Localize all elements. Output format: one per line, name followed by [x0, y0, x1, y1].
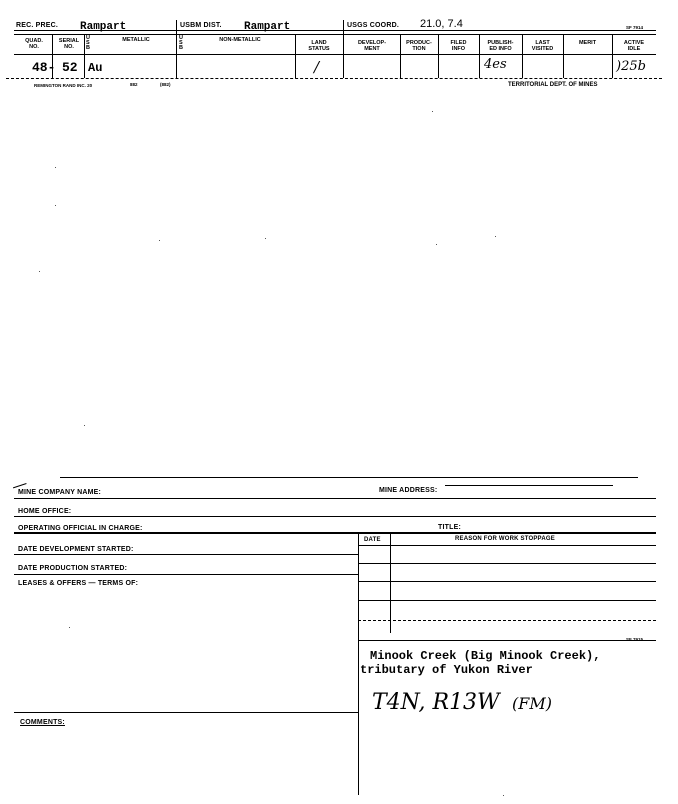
date-prod-label: DATE PRODUCTION STARTED:: [18, 565, 128, 572]
form-number-bottom: SF 7915: [626, 637, 644, 642]
speck: [432, 111, 433, 112]
footer-code-2: (882): [160, 82, 171, 87]
footer-right: TERRITORIAL DEPT. OF MINES: [508, 82, 598, 88]
speck: [159, 240, 160, 241]
date-dev-label: DATE DEVELOPMENT STARTED:: [18, 546, 134, 553]
leases-label: LEASES & OFFERS — TERMS OF:: [18, 580, 139, 587]
table-rule: [358, 640, 656, 641]
col-active-idle: ACTIVE IDLE: [623, 40, 645, 52]
usbm-dist-value: Rampart: [244, 21, 291, 33]
speck: [55, 167, 56, 168]
col-production: PRODUC- TION: [406, 40, 432, 52]
mine-company-label: MINE COMPANY NAME:: [18, 489, 102, 496]
speck: [503, 795, 504, 796]
handwritten-meridian: (FM): [512, 694, 552, 713]
serial-value: 52: [62, 60, 78, 75]
published-info-value: 4es: [484, 57, 507, 72]
speck: [436, 244, 437, 245]
speck: [495, 236, 496, 237]
header-divider: [14, 34, 656, 35]
col-development: DEVELOP- MENT: [357, 40, 387, 52]
form-number-top: SF 7914: [626, 25, 644, 30]
metallic-value: Au: [88, 61, 103, 75]
col-usb-right: U S B: [179, 35, 183, 51]
location-note-line-1: Minook Creek (Big Minook Creek),: [370, 649, 601, 663]
col-metallic: METALLIC: [122, 37, 150, 43]
speck: [39, 271, 40, 272]
col-filed-info: FILED INFO: [450, 40, 467, 52]
speck: [69, 627, 70, 628]
col-divider: [84, 34, 85, 78]
bottom-top-rule: [60, 477, 638, 478]
rec-prec-value: Rampart: [80, 21, 127, 33]
table-rule: [358, 581, 656, 582]
table-rule: [358, 563, 656, 564]
title-label: TITLE:: [438, 524, 461, 531]
row-rule: [14, 554, 358, 555]
col-last-visited: LAST VISITED: [531, 40, 554, 52]
col-non-metallic: NON-METALLIC: [219, 37, 261, 43]
row-rule: [14, 498, 656, 499]
table-rule: [358, 620, 656, 621]
handwritten-township: T4N, R13W: [372, 690, 500, 715]
comments-label: COMMENTS:: [20, 719, 65, 726]
col-divider: [295, 34, 296, 78]
quad-value: 48-: [32, 60, 56, 75]
speck: [55, 205, 56, 206]
active-idle-value: )25b: [616, 59, 646, 74]
mine-address-label: MINE ADDRESS:: [379, 487, 438, 494]
speck: [84, 425, 85, 426]
operating-official-label: OPERATING OFFICIAL IN CHARGE:: [18, 525, 143, 532]
table-rule: [358, 600, 656, 601]
land-status-value: /: [314, 58, 320, 76]
reason-col-header: REASON FOR WORK STOPPAGE: [455, 536, 555, 542]
row-rule: [14, 532, 656, 534]
stoppage-date-divider: [390, 533, 391, 633]
table-rule: [358, 545, 656, 546]
date-col-header: DATE: [364, 537, 381, 543]
row-rule: [14, 574, 358, 575]
col-serial-no: SERIAL NO.: [58, 38, 80, 50]
row-rule: [14, 516, 656, 517]
col-usb-left: U S B: [86, 35, 90, 51]
col-quad-no: QUAD. NO.: [25, 38, 43, 50]
address-line: [445, 485, 613, 486]
location-note-line-2: tributary of Yukon River: [360, 663, 533, 677]
rec-prec-label: REC. PREC.: [16, 22, 59, 29]
usgs-coord-label: USGS COORD.: [347, 22, 399, 29]
divider-usbm: [176, 20, 177, 78]
row-rule: [14, 712, 358, 713]
stoppage-table-left: [358, 533, 359, 795]
footer-left: REMINGTON RAND INC. 20: [34, 83, 93, 88]
col-merit: MERIT: [578, 40, 597, 46]
speck: [265, 238, 266, 239]
column-header-bottom: [14, 54, 656, 55]
col-land-status: LAND STATUS: [308, 40, 330, 52]
divider-usgs: [343, 20, 344, 78]
usgs-coord-value: 21.0, 7.4: [420, 18, 463, 30]
col-published-info: PUBLISH- ED INFO: [487, 40, 514, 52]
usbm-dist-label: USBM DIST.: [180, 22, 222, 29]
card-bottom-edge: [6, 78, 662, 79]
home-office-label: HOME OFFICE:: [18, 508, 72, 515]
footer-code-1: 882: [130, 82, 138, 87]
